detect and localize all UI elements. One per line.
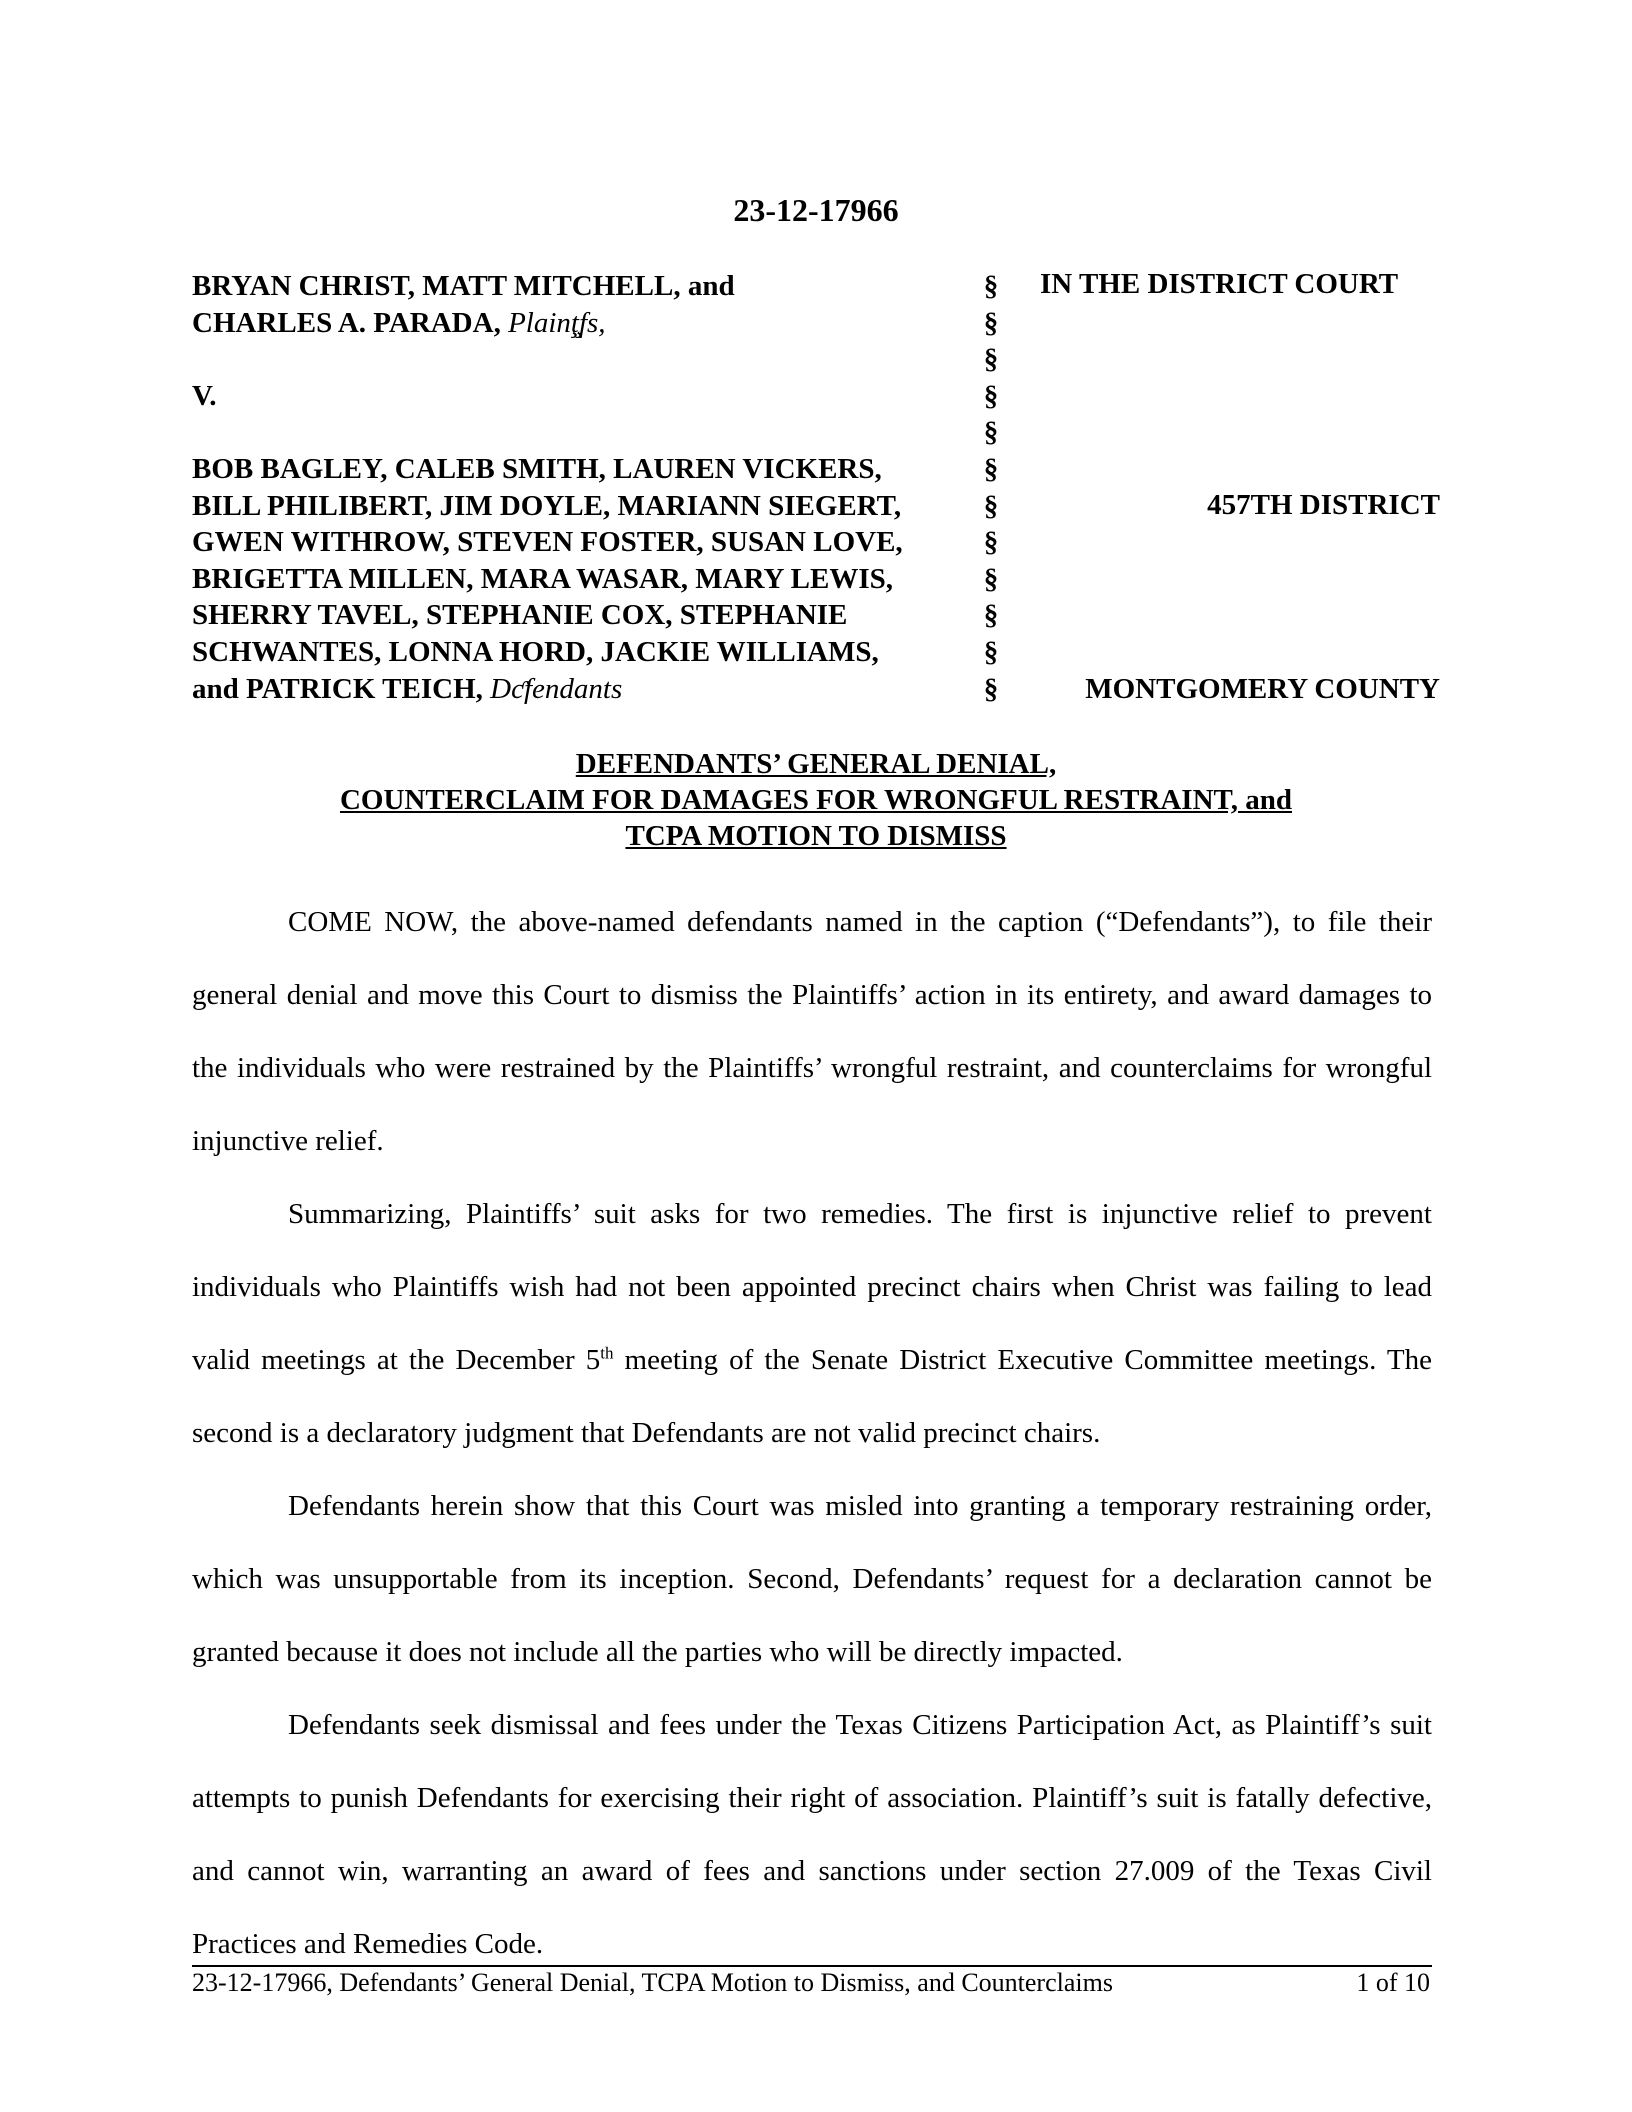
caption-line: SHERRY TAVEL, STEPHANIE COX, STEPHANIE bbox=[192, 599, 848, 632]
ordinal-superscript: th bbox=[600, 1343, 614, 1363]
footer-document-label: 23-12-17966, Defendants’ General Denial, TCPA Motion to Dismiss, and Counterclaims bbox=[192, 1968, 1113, 1997]
paragraph-1: COME NOW, the above-named defendants named in the caption (“Defendants”), to file their general denial and move this Court to dismiss the Plaintiffs’ action in its entirety, and award damages to the individuals who were restrained by the Plaintiffs’ wrongful restraint, and counterclaims for wrongful injunctive relief. bbox=[192, 906, 1432, 1157]
court-name: IN THE DISTRICT COURT bbox=[1040, 268, 1399, 300]
caption-line bbox=[192, 341, 982, 378]
caption-line: BRIGETTA MILLEN, MARA WASAR, MARY LEWIS, bbox=[192, 562, 893, 595]
caption-line bbox=[192, 414, 982, 451]
section-symbol: § bbox=[983, 306, 999, 339]
section-symbol: § bbox=[983, 343, 999, 376]
title-line: DEFENDANTS’ GENERAL DENIAL, bbox=[575, 748, 1057, 780]
paragraph-3: Defendants herein show that this Court was misled into granting a temporary restraining order, which was unsupportable from its inception. Second, Defendants’ request for a declaration cannot be granted because it does not include all the parties who will be directly impacted. bbox=[192, 1490, 1432, 1668]
caption-line: BILL PHILIBERT, JIM DOYLE, MARIANN SIEGERT, bbox=[192, 489, 902, 522]
section-symbol: § bbox=[983, 489, 999, 522]
caption-parties bbox=[192, 268, 982, 707]
caption-line: BOB BAGLEY, CALEB SMITH, LAUREN VICKERS, bbox=[192, 452, 882, 485]
document-title bbox=[0, 746, 1632, 854]
title-line: TCPA MOTION TO DISMISS bbox=[625, 820, 1007, 852]
document-body bbox=[192, 886, 1432, 1981]
title-line: COUNTERCLAIM FOR DAMAGES FOR WRONGFUL RESTRAINT, and bbox=[339, 784, 1292, 816]
section-symbol: § bbox=[983, 672, 999, 705]
section-symbol: § bbox=[983, 416, 999, 449]
caption-line: and PATRICK TEICH, Dƈfendants bbox=[192, 672, 623, 705]
caption-line: BRYAN CHRIST, MATT MITCHELL, and bbox=[192, 270, 735, 302]
section-symbol: § bbox=[983, 599, 999, 632]
court-district: 457TH DISTRICT bbox=[1207, 489, 1440, 521]
paragraph-4: Defendants seek dismissal and fees under the Texas Citizens Participation Act, as Plaintiff’s suit attempts to punish Defendants for exercising their right of association. Plaintiff’s suit is fatally defective, and cannot win, warranting an award of fees and sanctions under section 27.009 of the Texas Civil Practices and Remedies Code. bbox=[192, 1709, 1432, 1960]
case-number: 23-12-17966 bbox=[733, 192, 899, 228]
caption-line: SCHWANTES, LONNA HORD, JACKIE WILLIAMS, bbox=[192, 635, 879, 668]
caption-line: GWEN WITHROW, STEVEN FOSTER, SUSAN LOVE, bbox=[192, 526, 903, 559]
section-symbol: § bbox=[983, 562, 999, 595]
caption-line: CHARLES A. PARADA, Plainţ̧fs, bbox=[192, 306, 606, 339]
paragraph-2: Summarizing, Plaintiffs’ suit asks for two remedies. The first is injunctive relief to prevent individuals who Plaintiffs wish had not been appointed precinct chairs when Christ was failing to lead valid meetings at the December 5th meeting of the Senate District Executive Committee meetings. The second is a declaratory judgment that Defendants are not valid precinct chairs. bbox=[192, 1198, 1433, 1449]
footer-page-number: 1 of 10 bbox=[1356, 1968, 1430, 1997]
section-symbol: § bbox=[983, 526, 999, 559]
section-symbol: § bbox=[983, 379, 999, 412]
caption-line: V. bbox=[192, 379, 217, 412]
footer-divider bbox=[192, 1965, 1432, 1967]
section-symbol: § bbox=[983, 635, 999, 668]
section-symbol: § bbox=[983, 270, 999, 302]
court-county: MONTGOMERY COUNTY bbox=[1085, 673, 1440, 705]
section-symbol: § bbox=[983, 452, 999, 485]
section-symbol-column bbox=[978, 268, 1004, 707]
